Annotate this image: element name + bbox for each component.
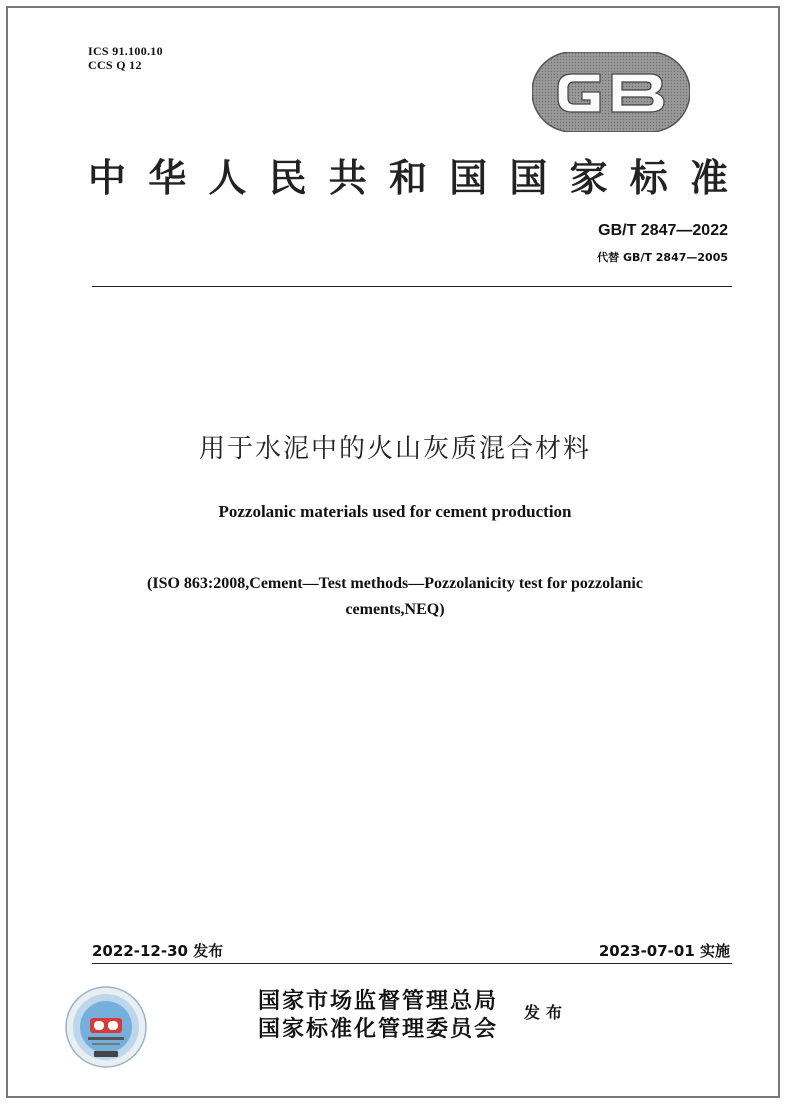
title-english: Pozzolanic materials used for cement production <box>218 502 572 521</box>
issuer-sac: 国家标准化管理委员会 <box>258 1016 499 1042</box>
standard-number: GB/T 2847—2022 <box>598 222 728 239</box>
anti-counterfeit-seal-icon <box>64 985 148 1069</box>
title-chinese: 用于水泥中的火山灰质混合材料 <box>198 434 591 464</box>
publish-label: 发布 <box>524 1003 569 1022</box>
iso-reference-line-1: (ISO 863:2008,Cement—Test methods—Pozzolanicity test for pozzolanic <box>147 575 643 592</box>
classification-codes <box>88 44 163 72</box>
issuer-samr: 国家市场监督管理总局 <box>258 988 499 1014</box>
ccs-code: CCS Q 12 <box>88 58 142 72</box>
ics-code: ICS 91.100.10 <box>88 44 163 58</box>
gb-logo <box>532 52 690 132</box>
national-standard-heading: 中华人民共和国国家标准 <box>88 156 734 200</box>
implementation-date: 2023-07-01 实施 <box>598 942 730 960</box>
issuing-authorities <box>258 987 498 1043</box>
top-divider <box>92 286 732 287</box>
replaces-standard: 代替 GB/T 2847—2005 <box>597 251 728 264</box>
iso-reference <box>110 571 680 623</box>
iso-reference-line-2: cements,NEQ) <box>345 601 445 618</box>
issue-date: 2022-12-30 发布 <box>92 942 224 960</box>
bottom-divider <box>92 963 732 964</box>
